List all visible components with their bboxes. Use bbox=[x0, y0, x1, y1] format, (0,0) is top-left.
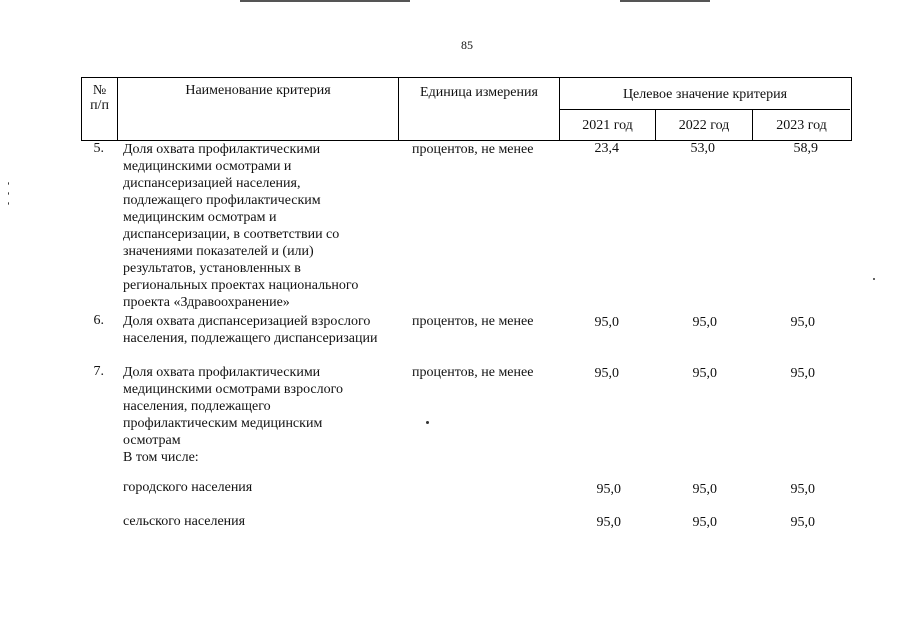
row-unit: процентов, не менее bbox=[412, 365, 534, 380]
scan-speck bbox=[8, 192, 9, 195]
header-year-2023: 2023 год bbox=[776, 118, 827, 133]
row-value-2023: 95,0 bbox=[790, 366, 815, 381]
scan-speck bbox=[426, 421, 429, 424]
row-criterion-name: Доля охвата профилактическими медицинскими осмотрами взрослого населения, подлежащего профилактическим медицинским осмотрам В том числе: bbox=[123, 365, 344, 465]
row-value-2021: 23,4 bbox=[594, 141, 619, 156]
row-value-2023: 58,9 bbox=[793, 141, 818, 156]
row-criterion-name: городского населения bbox=[123, 480, 253, 495]
scan-edge-mark bbox=[620, 0, 710, 2]
row-criterion-name: сельского населения bbox=[123, 514, 246, 529]
header-year-2022: 2022 год bbox=[678, 118, 730, 133]
scan-speck bbox=[8, 182, 9, 185]
row-value-2022: 53,0 bbox=[690, 141, 715, 156]
row-number: 7. bbox=[93, 364, 104, 379]
row-value-2023: 95,0 bbox=[790, 482, 815, 497]
row-value-2023: 95,0 bbox=[790, 515, 815, 530]
page-number: 85 bbox=[461, 38, 473, 52]
scan-speck bbox=[873, 278, 875, 280]
row-value-2021: 95,0 bbox=[594, 366, 619, 381]
header-year-2021: 2021 год bbox=[582, 118, 633, 133]
header-divider bbox=[559, 109, 850, 110]
header-col-unit: Единица измерения bbox=[420, 85, 538, 100]
row-number: 6. bbox=[93, 313, 104, 328]
row-unit: процентов, не менее bbox=[412, 142, 534, 157]
row-value-2021: 95,0 bbox=[594, 315, 619, 330]
row-value-2023: 95,0 bbox=[790, 315, 815, 330]
row-unit: процентов, не менее bbox=[412, 314, 534, 329]
header-col-name: Наименование критерия bbox=[185, 83, 331, 98]
row-value-2022: 95,0 bbox=[692, 482, 717, 497]
row-value-2022: 95,0 bbox=[692, 366, 717, 381]
row-criterion-name: Доля охвата диспансеризацией взрослого населения, подлежащего диспансеризации bbox=[123, 314, 378, 346]
row-value-2021: 95,0 bbox=[596, 515, 621, 530]
scan-speck bbox=[8, 202, 9, 205]
row-value-2021: 95,0 bbox=[596, 482, 621, 497]
row-value-2022: 95,0 bbox=[692, 315, 717, 330]
row-number: 5. bbox=[93, 141, 104, 156]
header-col-no: № п/п bbox=[90, 83, 109, 113]
row-criterion-name: Доля охвата профилактическими медицинскими осмотрами и диспансеризацией населения, подлежащего профилактическим медицинским осмотрам и диспансеризации, в соответствии со значениями показателей и (или) результатов, установленных в региональных проектах национального проекта «Здравоохранение» bbox=[123, 142, 359, 310]
scan-edge-mark bbox=[240, 0, 410, 2]
row-value-2022: 95,0 bbox=[692, 515, 717, 530]
header-col-target: Целевое значение критерия bbox=[622, 87, 788, 102]
